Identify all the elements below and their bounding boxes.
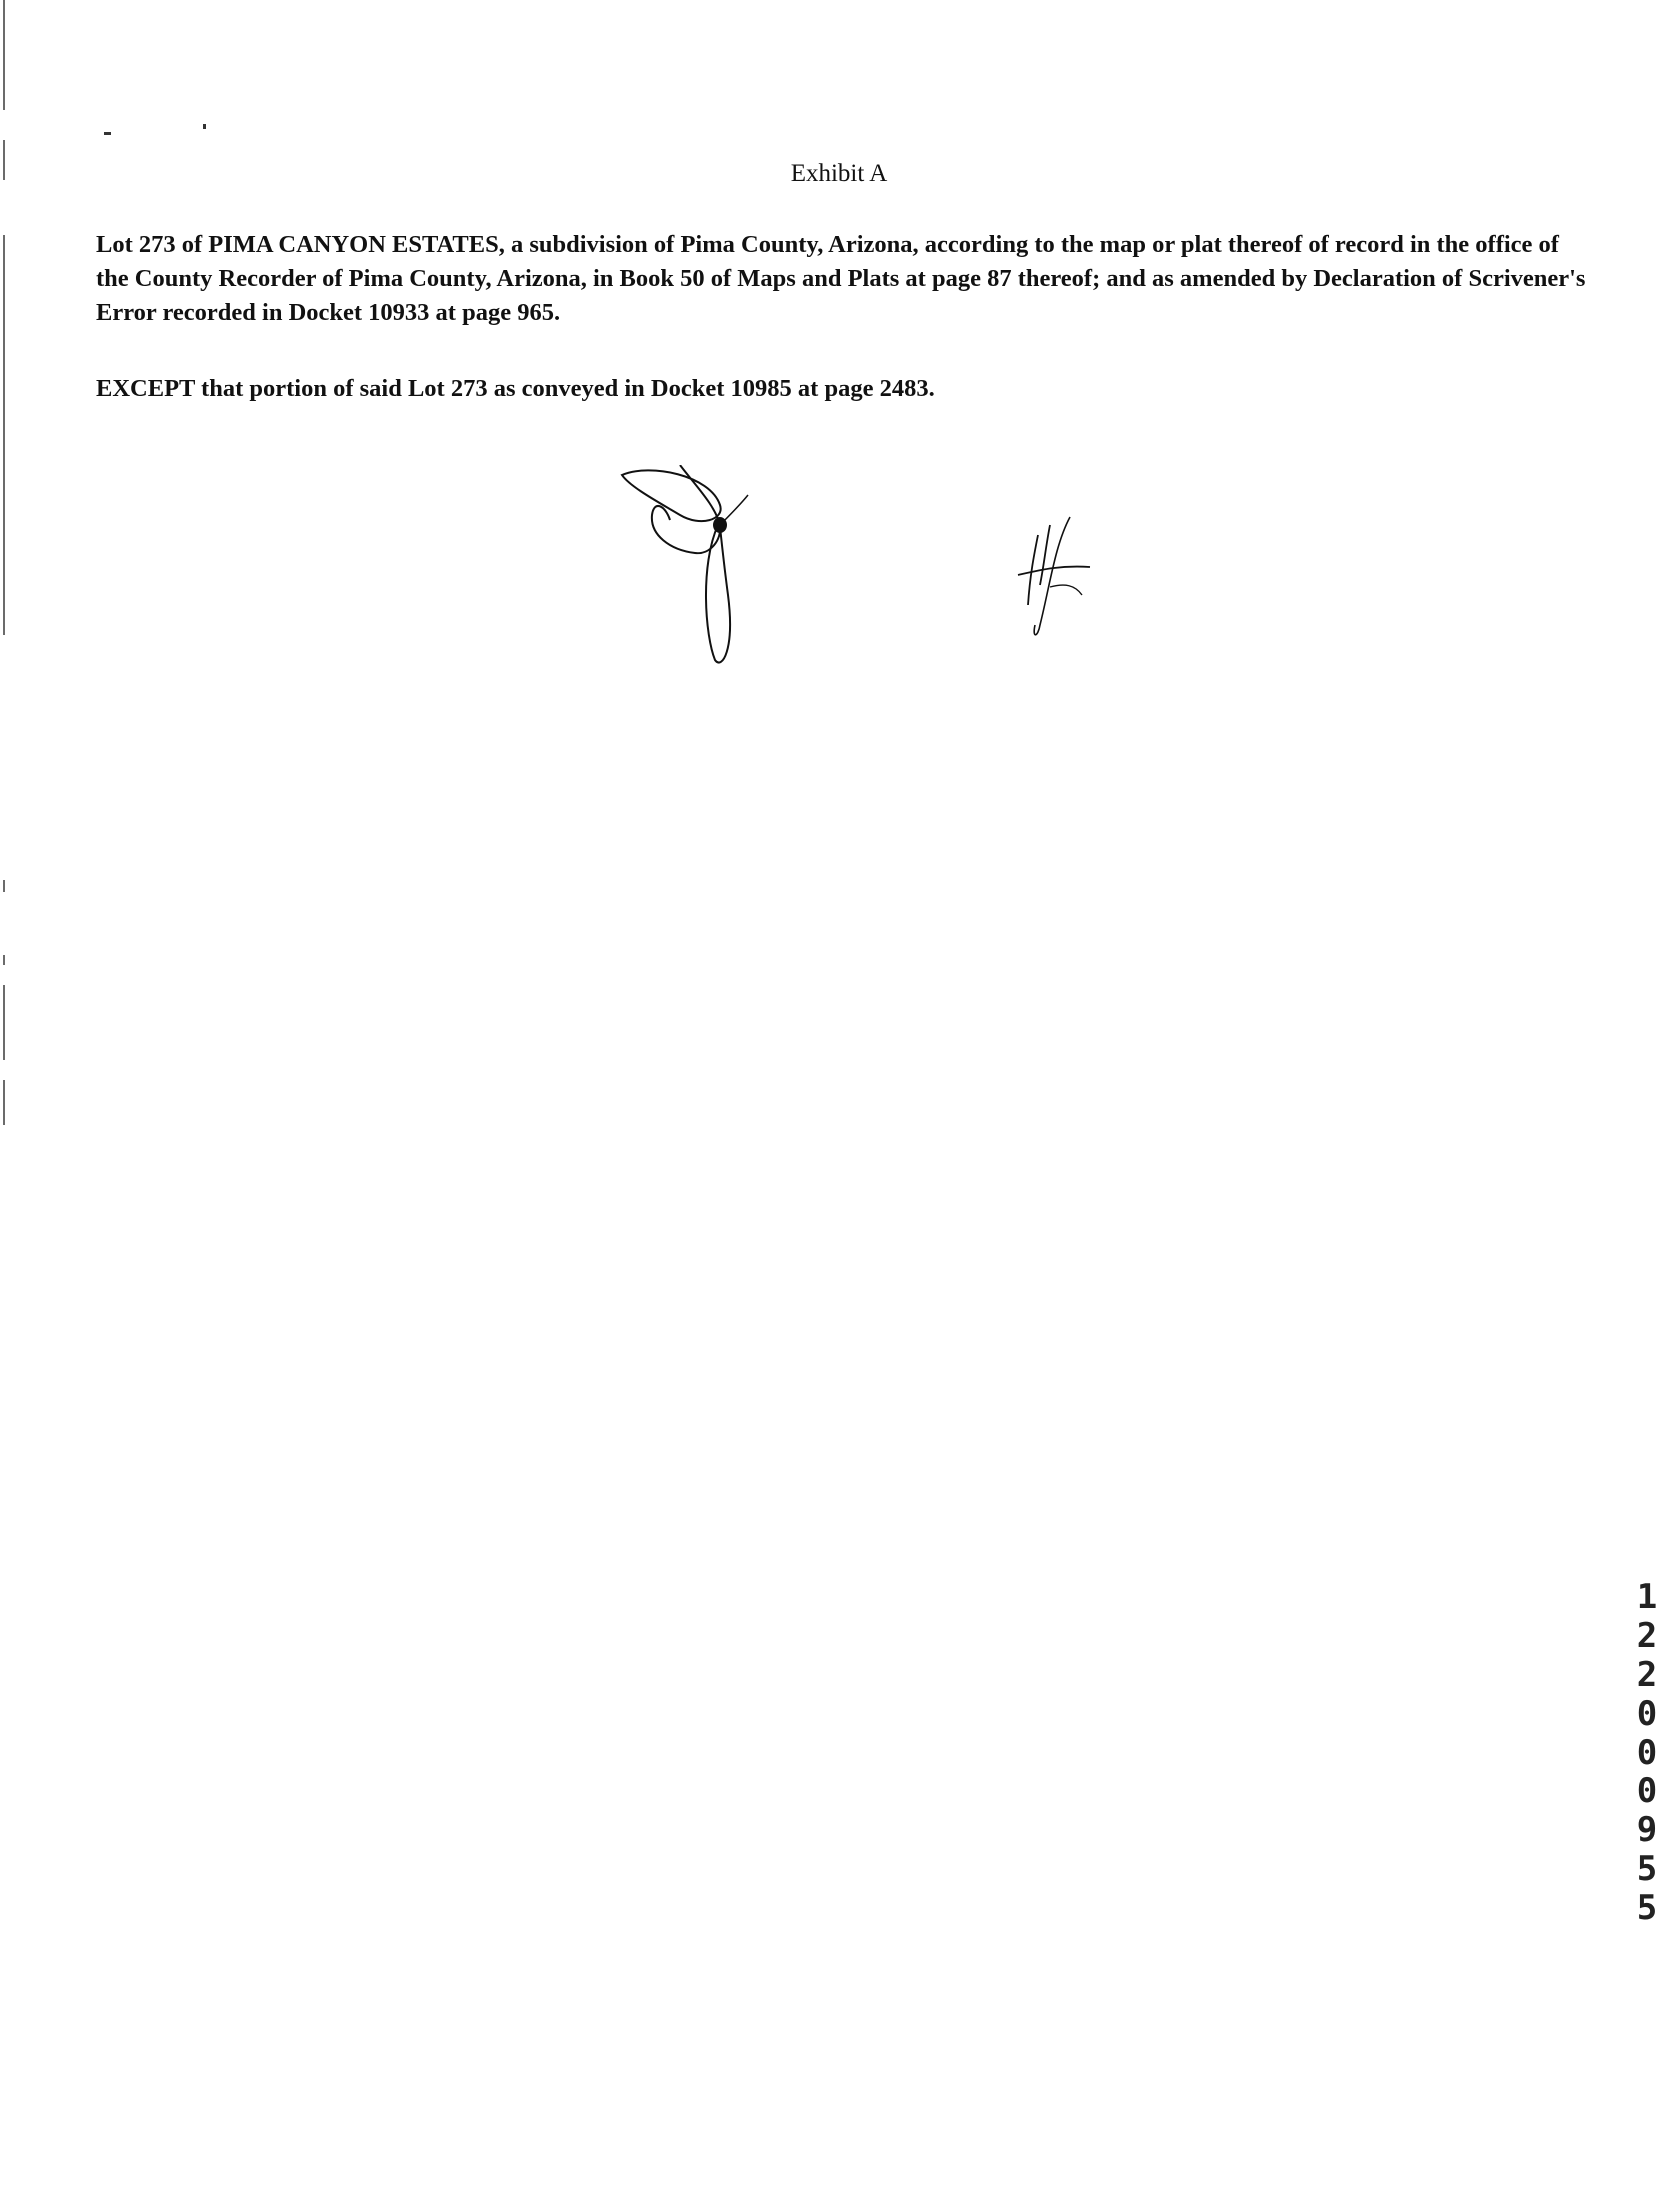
- stamp-digit: 1: [1636, 1577, 1658, 1617]
- margin-stamp-number-bottom: [1632, 1772, 1662, 1928]
- stamp-digit: 5: [1636, 1849, 1658, 1889]
- exception-paragraph: EXCEPT that portion of said Lot 273 as conveyed in Docket 10985 at page 2483.: [96, 375, 935, 402]
- scan-edge-line: [3, 880, 5, 892]
- scan-edge-line: [3, 1080, 5, 1125]
- exhibit-title: Exhibit A: [790, 160, 888, 187]
- initials-signature-right: [1010, 515, 1100, 645]
- scan-edge-line: [3, 0, 5, 110]
- stamp-digit: 2: [1636, 1655, 1658, 1695]
- initials-signature-left: [610, 465, 770, 670]
- scan-speck: [104, 132, 111, 135]
- stamp-digit: 2: [1636, 1616, 1658, 1656]
- scan-speck: [203, 124, 206, 129]
- scan-edge-line: [3, 985, 5, 1060]
- stamp-digit: 9: [1636, 1810, 1658, 1850]
- stamp-digit: 0: [1636, 1771, 1658, 1811]
- stamp-digit: 0: [1636, 1694, 1658, 1734]
- margin-stamp-number-top: [1632, 1578, 1662, 1773]
- stamp-digit: 5: [1636, 1888, 1658, 1928]
- legal-description-paragraph: Lot 273 of PIMA CANYON ESTATES, a subdivision of Pima County, Arizona, according to the map or plat thereof of record in the office of the County Recorder of Pima County, Arizona, in Book 50 of Maps and Plats at page 87 thereof; and as amended by Declaration of Scrivener's Error recorded in Docket 10933 at page 965.: [96, 231, 1586, 326]
- stamp-digit: 0: [1636, 1733, 1658, 1773]
- scan-edge-line: [3, 235, 5, 635]
- scan-edge-line: [3, 955, 5, 965]
